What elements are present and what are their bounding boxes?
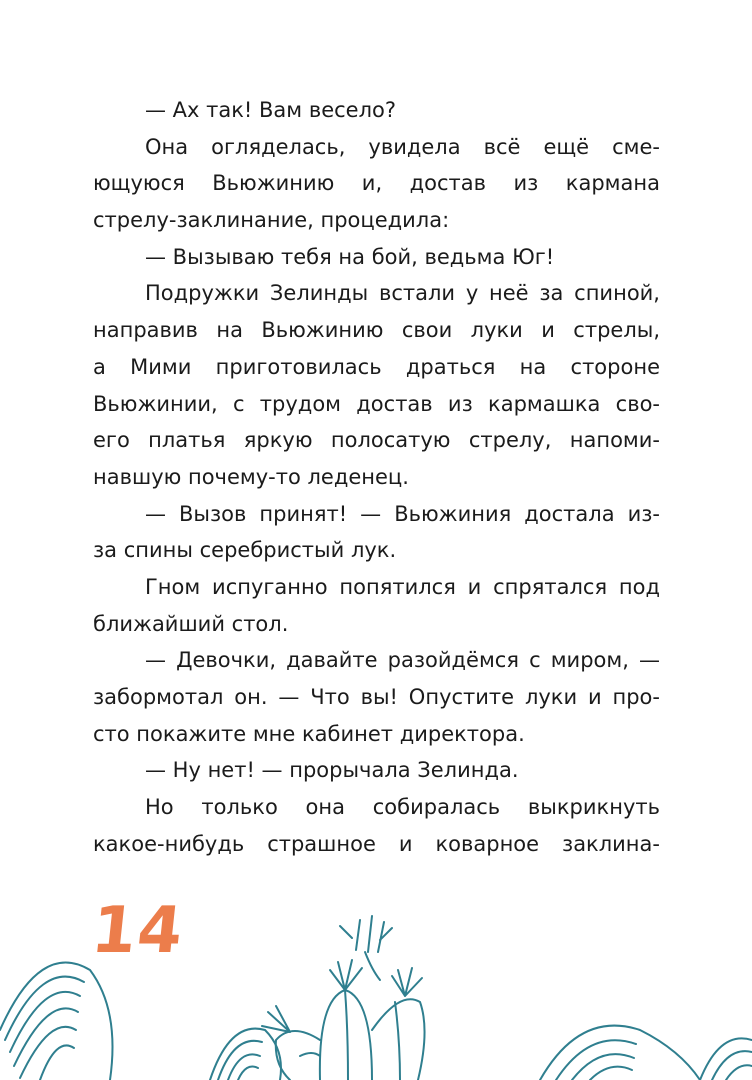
shell-right-illustration [540,1026,752,1080]
text-line: — Ну нет! — прорычала Зелинда. [145,758,519,783]
text-line: навшую почему-то леденец. [93,464,409,489]
text-line: Подружки Зелинды встали у неё за спиной, [145,281,660,306]
shell-left-illustration [0,963,113,1080]
text-line: за спины серебристый лук. [93,538,397,563]
cactus-illustration [262,916,425,1080]
shell-small-illustration [210,1029,281,1080]
text-line: какое-нибудь страшное и коварное заклина- [93,831,660,856]
text-line: Вьюжинии, с трудом достав из кармашка сво- [93,391,660,416]
shells-cactus-illustration [0,880,752,1080]
text-line: Она огляделась, увидела всё ещё сме- [145,134,660,159]
text-line: — Вызываю тебя на бой, ведьма Юг! [145,244,555,269]
text-line: — Вызов принят! — Вьюжиния достала из- [145,501,660,526]
text-line: направив на Вьюжинию свои луки и стрелы, [93,318,660,343]
page-number: 14 [88,894,187,968]
text-line: ющуюся Вьюжинию и, достав из кармана [93,171,660,196]
text-line: его платья яркую полосатую стрелу, напоми- [93,428,660,453]
text-line: — Ах так! Вам весело? [145,98,396,122]
text-line: — Девочки, давайте разойдёмся с миром, — [145,648,660,673]
text-line: а Мими приготовилась драться на стороне [93,354,660,379]
body-text [93,92,660,862]
text-line: сто покажите мне кабинет директора. [93,721,525,746]
text-line: стрелу-заклинание, процедила: [93,208,450,233]
text-line: ближайший стол. [93,611,289,636]
text-line: забормотал он. — Что вы! Опустите луки и про- [93,685,660,709]
text-line: Гном испуганно попятился и спрятался под [145,574,660,599]
text-line: Но только она собиралась выкрикнуть [145,795,660,820]
